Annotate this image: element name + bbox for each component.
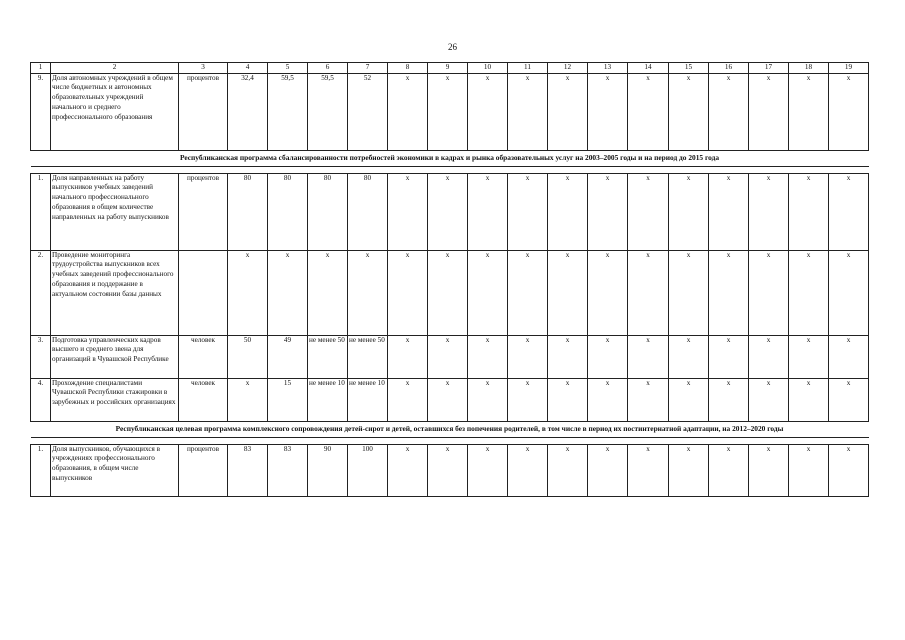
value-cell: x — [789, 335, 829, 378]
column-number: 8 — [388, 63, 428, 74]
value-cell: x — [628, 335, 669, 378]
value-cell: x — [388, 378, 428, 421]
value-cell: x — [228, 250, 268, 335]
column-number: 3 — [179, 63, 228, 74]
indicator-name: Доля автономных учреждений в общем числе бюджетных и автономных образовательных учреждений начального и среднего профессионального образования — [51, 73, 179, 150]
value-cell: 100 — [348, 444, 388, 496]
row-number: 3. — [31, 335, 51, 378]
row-number: 4. — [31, 378, 51, 421]
value-cell: x — [468, 250, 508, 335]
value-cell: x — [588, 250, 628, 335]
value-cell: x — [749, 378, 789, 421]
value-cell: x — [789, 73, 829, 150]
value-cell: x — [669, 173, 709, 250]
value-cell: x — [588, 173, 628, 250]
unit-cell: человек — [179, 335, 228, 378]
value-cell: x — [588, 444, 628, 496]
value-cell: x — [749, 250, 789, 335]
value-cell: x — [508, 173, 548, 250]
column-number-row — [31, 63, 869, 74]
indicator-name: Проведение мониторинга трудоустройства выпускников всех учебных заведений профессионального образования и поддержание в актуальном состоянии базы данных — [51, 250, 179, 335]
value-cell: x — [628, 73, 669, 150]
value-cell: x — [468, 173, 508, 250]
value-cell: 83 — [268, 444, 308, 496]
value-cell: x — [588, 73, 628, 150]
value-cell: x — [709, 250, 749, 335]
unit-cell: процентов — [179, 173, 228, 250]
value-cell: x — [829, 73, 869, 150]
table-row — [31, 444, 869, 496]
value-cell: не менее 10 — [308, 378, 348, 421]
value-cell: не менее 50 — [348, 335, 388, 378]
section-title: Республиканская целевая программа комплексного сопровождения детей-сирот и детей, оставшихся без попечения родителей, в том числе в период их постинтернатной адаптации, на 2012–2020 годы — [31, 421, 869, 437]
value-cell: x — [829, 173, 869, 250]
value-cell: x — [548, 250, 588, 335]
value-cell: x — [628, 444, 669, 496]
value-cell: x — [468, 444, 508, 496]
value-cell: x — [789, 444, 829, 496]
value-cell: x — [428, 444, 468, 496]
section-title: Республиканская программа сбалансированности потребностей экономики в кадрах и рынка образовательных услуг на 2003–2005 годы и на период до 2015 года — [31, 150, 869, 166]
unit-cell: процентов — [179, 73, 228, 150]
value-cell: x — [308, 250, 348, 335]
spacer-row — [31, 166, 869, 173]
value-cell: 80 — [348, 173, 388, 250]
column-number: 14 — [628, 63, 669, 74]
value-cell: x — [428, 250, 468, 335]
value-cell: x — [829, 444, 869, 496]
value-cell: x — [508, 250, 548, 335]
column-number: 1 — [31, 63, 51, 74]
value-cell: x — [829, 335, 869, 378]
value-cell: x — [228, 378, 268, 421]
value-cell: x — [388, 335, 428, 378]
value-cell: x — [749, 444, 789, 496]
column-number: 18 — [789, 63, 829, 74]
spacer-cell — [31, 437, 869, 444]
value-cell: x — [789, 250, 829, 335]
value-cell: x — [588, 378, 628, 421]
value-cell: x — [628, 378, 669, 421]
column-number: 4 — [228, 63, 268, 74]
value-cell: 32,4 — [228, 73, 268, 150]
value-cell: x — [268, 250, 308, 335]
value-cell: не менее 50 — [308, 335, 348, 378]
column-number: 17 — [749, 63, 789, 74]
section-row — [31, 421, 869, 437]
page-number: 26 — [448, 42, 457, 52]
value-cell: x — [348, 250, 388, 335]
value-cell: x — [428, 173, 468, 250]
value-cell: 15 — [268, 378, 308, 421]
value-cell: x — [628, 173, 669, 250]
value-cell: 83 — [228, 444, 268, 496]
value-cell: x — [669, 73, 709, 150]
value-cell: x — [388, 250, 428, 335]
table-row — [31, 250, 869, 335]
value-cell: x — [709, 73, 749, 150]
value-cell: x — [709, 444, 749, 496]
unit-cell: человек — [179, 378, 228, 421]
value-cell: x — [508, 444, 548, 496]
value-cell: x — [428, 73, 468, 150]
value-cell: x — [468, 73, 508, 150]
spacer-cell — [31, 166, 869, 173]
column-number: 10 — [468, 63, 508, 74]
value-cell: x — [428, 335, 468, 378]
value-cell: x — [468, 378, 508, 421]
indicator-name: Подготовка управленческих кадров высшего и среднего звена для организаций в Чувашской Республике — [51, 335, 179, 378]
value-cell: x — [749, 173, 789, 250]
column-number: 5 — [268, 63, 308, 74]
value-cell: x — [508, 378, 548, 421]
row-number: 9. — [31, 73, 51, 150]
value-cell: 90 — [308, 444, 348, 496]
value-cell: x — [829, 250, 869, 335]
value-cell: x — [709, 335, 749, 378]
value-cell: x — [468, 335, 508, 378]
value-cell: x — [548, 335, 588, 378]
value-cell: 50 — [228, 335, 268, 378]
column-number: 2 — [51, 63, 179, 74]
value-cell: 52 — [348, 73, 388, 150]
value-cell: x — [749, 73, 789, 150]
value-cell: x — [508, 73, 548, 150]
value-cell: x — [669, 335, 709, 378]
value-cell: x — [548, 444, 588, 496]
value-cell: x — [508, 335, 548, 378]
column-number: 13 — [588, 63, 628, 74]
value-cell: 80 — [228, 173, 268, 250]
value-cell: x — [789, 378, 829, 421]
value-cell: x — [548, 378, 588, 421]
value-cell: 59,5 — [308, 73, 348, 150]
row-number: 1. — [31, 444, 51, 496]
table-row — [31, 378, 869, 421]
unit-cell: процентов — [179, 444, 228, 496]
table-row — [31, 73, 869, 150]
value-cell: x — [669, 378, 709, 421]
column-number: 9 — [428, 63, 468, 74]
section-row — [31, 150, 869, 166]
table-row — [31, 173, 869, 250]
value-cell: x — [428, 378, 468, 421]
value-cell: x — [548, 173, 588, 250]
row-number: 1. — [31, 173, 51, 250]
column-number: 16 — [709, 63, 749, 74]
value-cell: x — [628, 250, 669, 335]
unit-cell — [179, 250, 228, 335]
table-row — [31, 335, 869, 378]
spacer-row — [31, 437, 869, 444]
value-cell: x — [588, 335, 628, 378]
value-cell: x — [548, 73, 588, 150]
value-cell: x — [709, 173, 749, 250]
row-number: 2. — [31, 250, 51, 335]
value-cell: 49 — [268, 335, 308, 378]
column-number: 11 — [508, 63, 548, 74]
indicators-table — [30, 62, 869, 497]
column-number: 7 — [348, 63, 388, 74]
value-cell: x — [388, 173, 428, 250]
column-number: 12 — [548, 63, 588, 74]
value-cell: x — [669, 250, 709, 335]
column-number: 6 — [308, 63, 348, 74]
value-cell: не менее 10 — [348, 378, 388, 421]
value-cell: 59,5 — [268, 73, 308, 150]
indicator-name: Доля выпускников, обучающихся в учреждениях профессионального образования, в общем числе выпускников — [51, 444, 179, 496]
value-cell: x — [388, 444, 428, 496]
column-number: 19 — [829, 63, 869, 74]
value-cell: x — [789, 173, 829, 250]
value-cell: 80 — [308, 173, 348, 250]
value-cell: x — [709, 378, 749, 421]
value-cell: x — [388, 73, 428, 150]
indicator-name: Прохождение специалистами Чувашской Республики стажировки в зарубежных и российских организациях — [51, 378, 179, 421]
table-body — [31, 63, 869, 497]
value-cell: 80 — [268, 173, 308, 250]
value-cell: x — [829, 378, 869, 421]
column-number: 15 — [669, 63, 709, 74]
value-cell: x — [749, 335, 789, 378]
value-cell: x — [669, 444, 709, 496]
indicator-name: Доля направленных на работу выпускников учебных заведений начального профессионального образования в общем количестве направленных на работу выпускников — [51, 173, 179, 250]
